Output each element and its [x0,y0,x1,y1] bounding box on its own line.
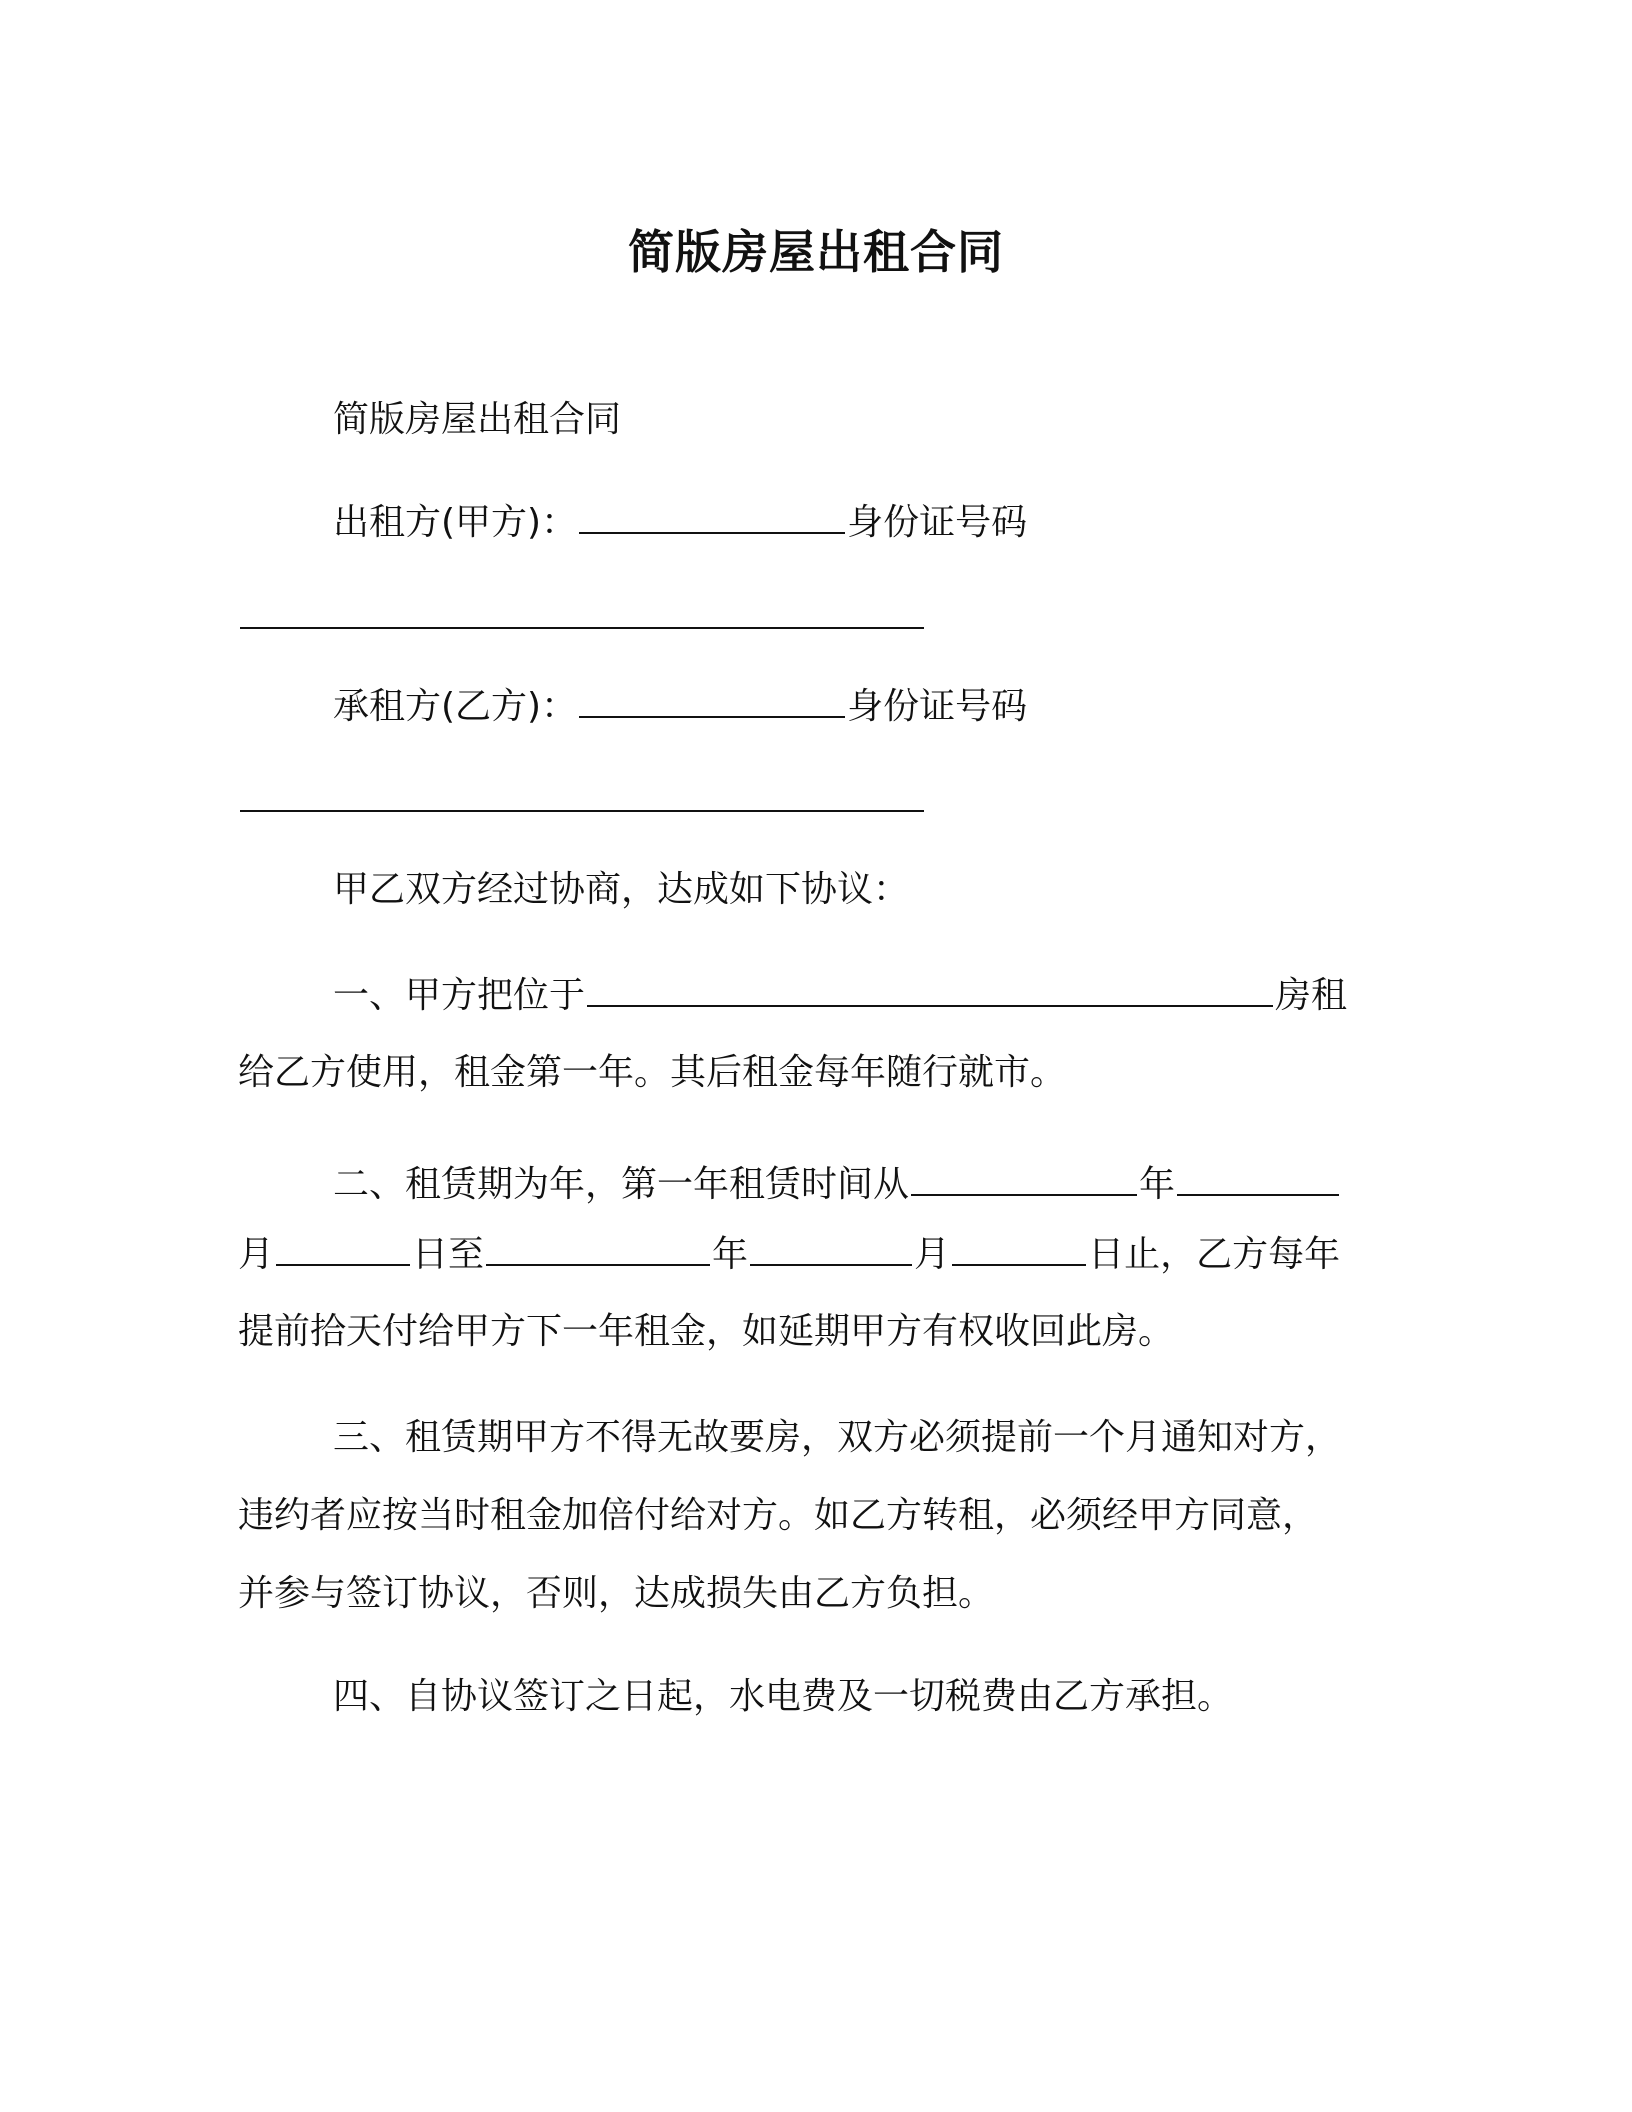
lessor-line [333,498,1493,547]
clause-4-line-1: 四、自协议签订之日起，水电费及一切税费由乙方承担。 [333,1676,1234,1717]
clause-1-line-2: 给乙方使用，租金第一年。其后租金每年随行就市。 [238,1052,1067,1093]
lessee-label: 承租方(乙方)： [333,686,578,727]
clause-1-prefix: 一、甲方把位于 [333,975,586,1016]
clause-3-line-3: 并参与签订协议，否则，达成损失由乙方负担。 [238,1573,995,1614]
clause-2-day-2: 日止，乙方每年 [1088,1234,1341,1275]
end-year-blank [486,1230,710,1266]
start-month-blank [1177,1160,1339,1196]
start-day-blank [276,1230,410,1266]
clause-3-line-1: 三、租赁期甲方不得无故要房，双方必须提前一个月通知对方， [333,1417,1342,1458]
start-year-blank [911,1160,1137,1196]
clause-2-year-2: 年 [712,1234,749,1275]
clause-2-month-1: 月 [238,1234,275,1275]
clause-2-month-2: 月 [914,1234,951,1275]
lessee-id-label: 身份证号码 [847,686,1028,727]
document-title: 简版房屋出租合同 [628,225,1004,279]
clause-3-line-2: 违约者应按当时租金加倍付给对方。如乙方转租，必须经甲方同意， [238,1495,1319,1536]
end-month-blank [750,1230,912,1266]
clause-1-suffix: 房租 [1275,975,1348,1016]
lessor-label: 出租方(甲方)： [333,502,578,543]
clause-2-day-1: 日至 [412,1234,485,1275]
agreement-intro: 甲乙双方经过协商，达成如下协议： [333,869,910,910]
lessor-id-label: 身份证号码 [847,502,1028,543]
clause-2-prefix: 二、租赁期为年，第一年租赁时间从 [333,1164,910,1205]
clause-1-line-1 [333,971,1493,1020]
clause-2-year-1: 年 [1139,1164,1176,1205]
lessee-id-blank [240,810,924,812]
lessor-id-blank [240,627,924,629]
clause-2-line-1 [333,1160,1493,1209]
clause-2-line-3: 提前拾天付给甲方下一年租金，如延期甲方有权收回此房。 [238,1311,1175,1352]
document-subtitle: 简版房屋出租合同 [333,399,622,440]
lessee-name-blank [579,682,845,718]
lessor-name-blank [579,498,845,534]
clause-2-line-2 [238,1230,1398,1279]
lessee-line [333,682,1493,731]
property-address-blank [587,971,1273,1007]
end-day-blank [952,1230,1086,1266]
